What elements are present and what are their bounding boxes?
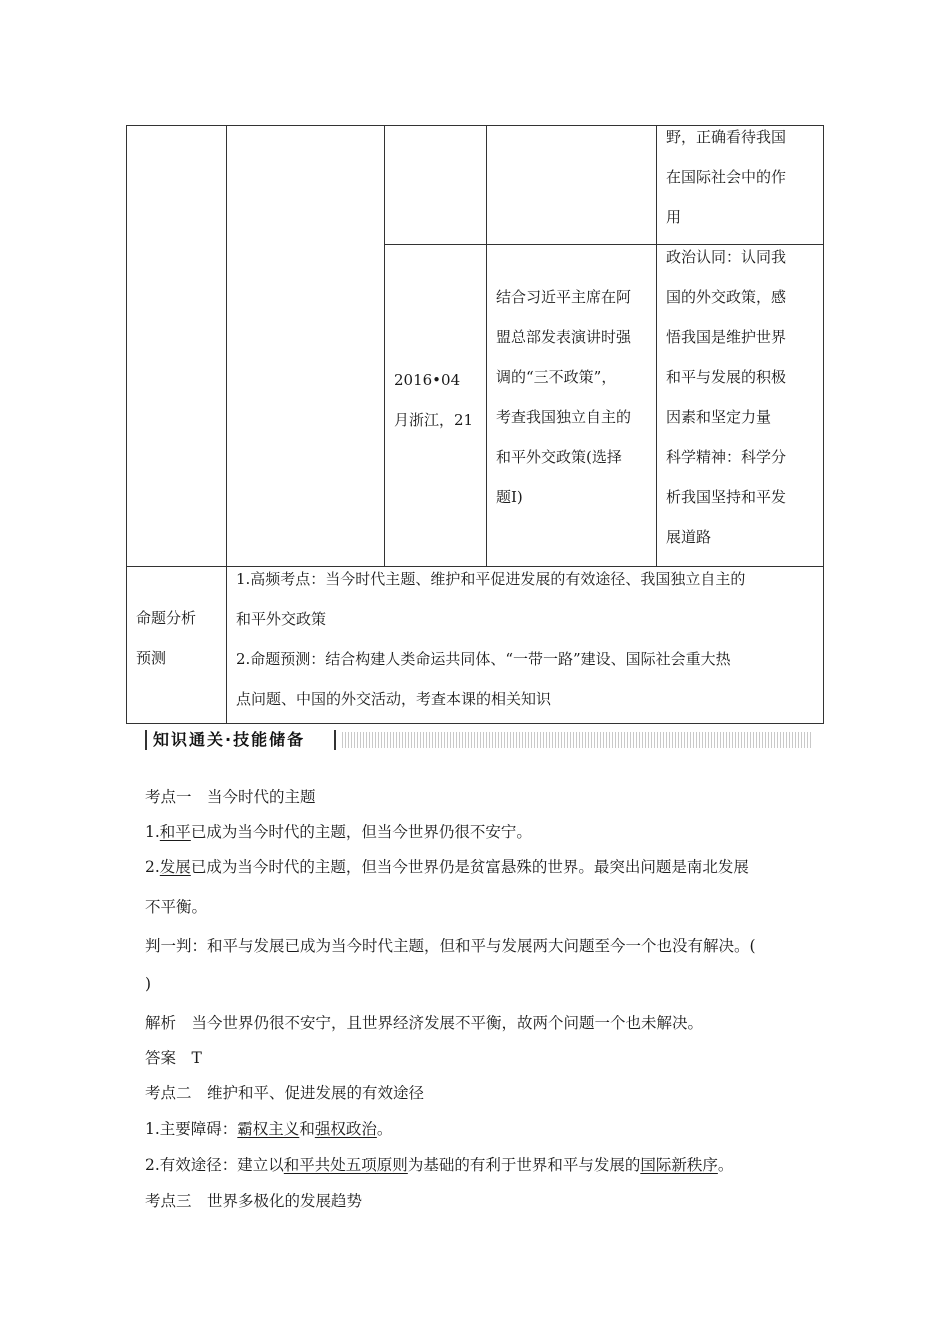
kp2-item-2: 2.有效途径：建立以和平共处五项原则为基础的有利于世界和平与发展的国际新秩序。 [145, 1156, 734, 1174]
table-left-border [126, 125, 127, 724]
table-col-divider [486, 125, 487, 567]
keyword-blank: 和平共处五项原则 [283, 1156, 408, 1174]
keyword-blank: 发展 [159, 858, 191, 876]
kp1-item-2: 2.发展已成为当今时代的主题，但当今世界仍是贫富悬殊的世界。最突出问题是南北发展 [145, 858, 749, 876]
keyword-blank: 霸权主义 [237, 1120, 300, 1138]
kp1-item-1: 1.和平已成为当今时代的主题，但当今世界仍很不安宁。 [145, 823, 532, 841]
table-cell-analysis-label: 命题分析 预测 [136, 609, 197, 667]
table-cell-exam-source: 2016•04 月浙江，21 [394, 371, 474, 429]
section-banner-title: 知识通关·技能储备 [145, 727, 305, 753]
kp3-title: 考点三 世界多极化的发展趋势 [145, 1192, 363, 1210]
judge-question: 判一判：和平与发展已成为当今时代主题，但和平与发展两大问题至今一个也没有解决。( [145, 937, 756, 955]
keyword-blank: 国际新秩序 [640, 1156, 718, 1174]
banner-left-bar [145, 730, 147, 750]
table-col-divider [226, 125, 227, 724]
table-cell-exam-description: 结合习近平主席在阿 盟总部发表演讲时强 调的“三不政策”， 考查我国独立自主的 和平外交政策(选择 题Ⅰ) [496, 288, 632, 506]
keyword-blank: 和平 [159, 823, 191, 841]
keyword-blank: 强权政治 [314, 1120, 377, 1138]
banner-right-bar [334, 730, 336, 750]
kp1-title: 考点一 当今时代的主题 [145, 788, 316, 806]
answer-text: 答案 T [145, 1049, 202, 1067]
kp1-item-2-continued: 不平衡。 [145, 898, 208, 916]
table-cell-analysis-content: 1.高频考点：当今时代主题、维护和平促进发展的有效途径、我国独立自主的 和平外交政策 2.命题预测：结合构建人类命运共同体、“一带一路”建设、国际社会重大热 点问题、中国的外交活动，考查本课的相关知识 [236, 570, 746, 708]
table-col-divider [384, 125, 385, 567]
kp2-title: 考点二 维护和平、促进发展的有效途径 [145, 1084, 425, 1102]
judge-question-continued: ) [145, 975, 152, 993]
table-cell-core-literacy: 政治认同：认同我 国的外交政策，感 悟我国是维护世界 和平与发展的积极 因素和坚定力量 科学精神：科学分 析我国坚持和平发 展道路 [666, 248, 787, 546]
table-right-border [823, 125, 824, 724]
section-banner [145, 727, 813, 753]
banner-pattern [342, 732, 813, 748]
table-bottom-border [126, 723, 824, 724]
table-cell-literacy-continued: 野，正确看待我国 在国际社会中的作 用 [666, 128, 787, 226]
kp2-item-1: 1.主要障碍：霸权主义和强权政治。 [145, 1120, 393, 1138]
analysis-text: 解析 当今世界仍很不安宁，且世界经济发展不平衡，故两个问题一个也未解决。 [145, 1014, 704, 1032]
table-col-divider [656, 125, 657, 567]
